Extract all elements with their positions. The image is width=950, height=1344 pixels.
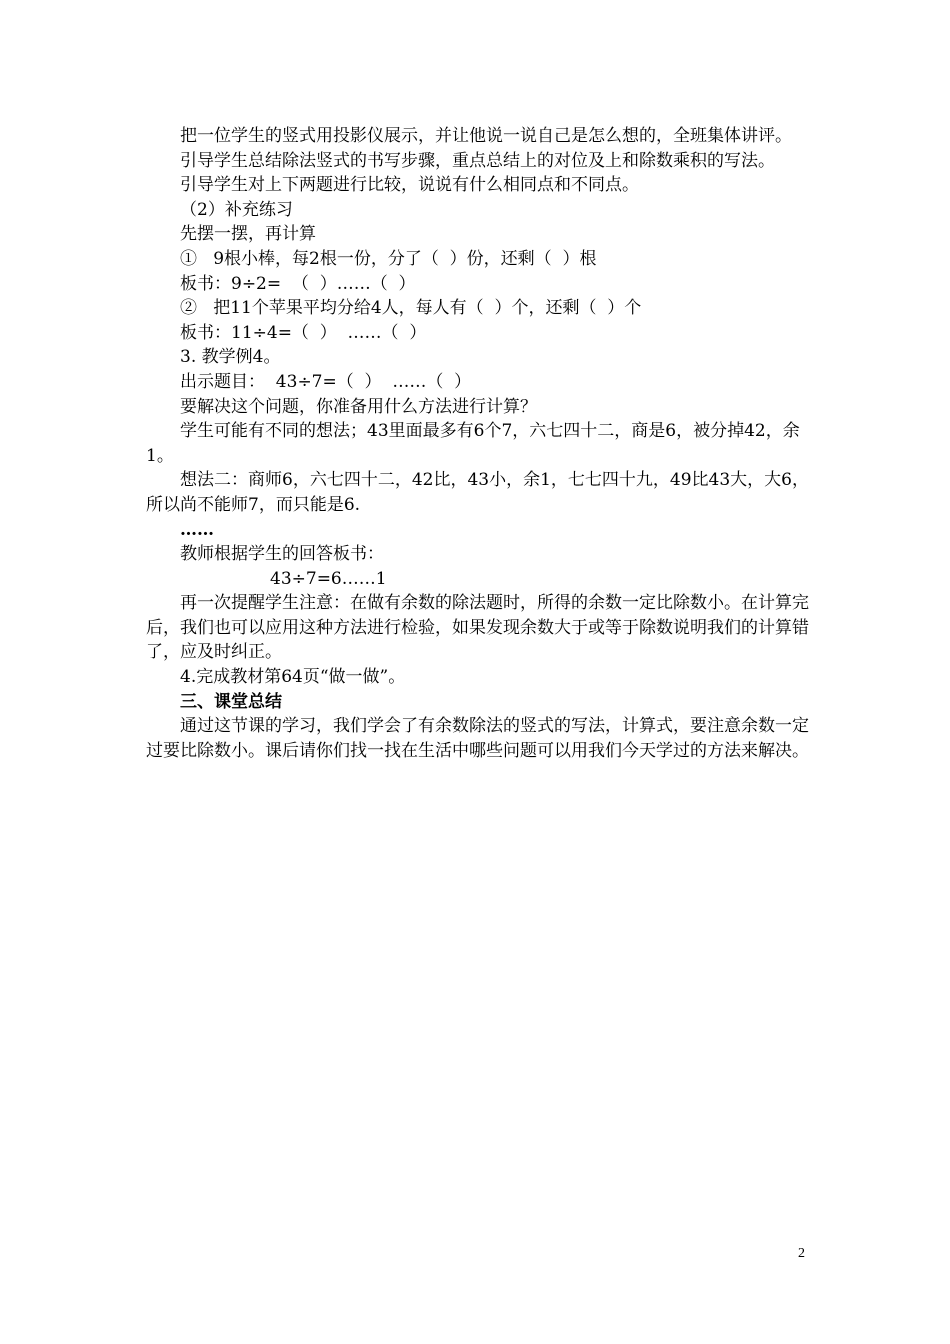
board-formula: 43÷7=6……1 [270,568,387,589]
paragraph-supplementary-exercise: （2）补充练习 [180,199,293,220]
paragraph-textbook-task: 4.完成教材第64页“做一做”。 [180,667,406,688]
problem-statement: 出示题目： 43÷7=（ ） ……（ ） [180,371,472,392]
ellipsis-line: …… [180,519,214,540]
paragraph-idea-two: 想法二：商师6，六七四十二，42比，43小，余1，七七四十九，49比43大，大6，所以尚不能师7，而只能是6. [146,470,809,515]
section-heading-summary: 三、课堂总结 [180,691,282,712]
paragraph-summary: 通过这节课的学习，我们学会了有余数除法的竖式的写法，计算式，要注意余数一定过要比除数小。课后请你们找一找在生活中哪些问题可以用我们今天学过的方法来解决。 [146,716,809,761]
paragraph-division-steps: 引导学生总结除法竖式的书写步骤，重点总结上的对位及上和除数乘积的写法。 [180,150,775,171]
exercise-item-1: ① 9根小棒，每2根一份，分了（ ）份，还剩（ ）根 [180,248,597,269]
paragraph-compare-problems: 引导学生对上下两题进行比较，说说有什么相同点和不同点。 [180,175,639,196]
paragraph-idea-one: 学生可能有不同的想法；43里面最多有6个7，六七四十二，商是6，被分掉42，余1。 [146,421,800,466]
board-writing-2: 板书：11÷4=（ ） ……（ ） [180,322,427,343]
paragraph-remainder-reminder: 再一次提醒学生注意：在做有余数的除法题时，所得的余数一定比除数小。在计算完后，我们也可以应用这种方法进行检验，如果发现余数大于或等于除数说明我们的计算错了，应及时纠正。 [146,593,809,663]
paragraph-method-question: 要解决这个问题，你准备用什么方法进行计算？ [180,396,537,417]
document-body [146,124,814,763]
exercise-item-2: ② 把11个苹果平均分给4人，每人有（ ）个，还剩（ ）个 [180,298,642,319]
paragraph-arrange-then-calculate: 先摆一摆，再计算 [180,224,316,245]
board-writing-1: 板书：9÷2= （ ）……（ ） [180,273,416,294]
page-number: 2 [798,1246,805,1261]
paragraph-teacher-board: 教师根据学生的回答板书： [180,544,384,565]
paragraph-projector-display: 把一位学生的竖式用投影仪展示，并让他说一说自己是怎么想的，全班集体讲评。 [180,126,792,146]
section-example-4: 3. 教学例4。 [180,347,281,368]
